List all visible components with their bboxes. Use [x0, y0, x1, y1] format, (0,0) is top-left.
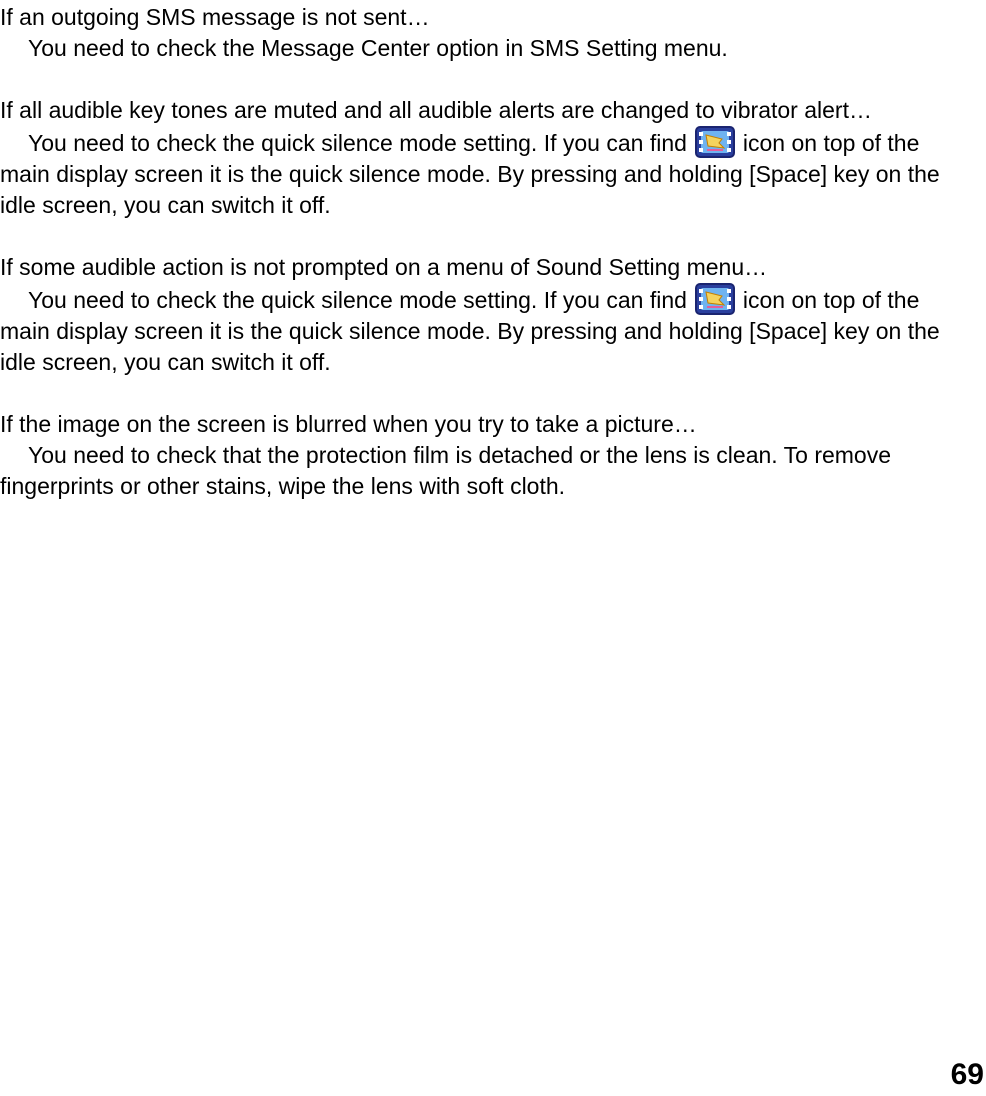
troubleshoot-item-sound-setting — [0, 252, 986, 378]
page-number: 69 — [950, 1058, 984, 1091]
question-text: If all audible key tones are muted and all audible alerts are changed to vibrator alert… — [0, 97, 872, 123]
answer-text-after-icon: icon on top of the main display screen it is the quick silence mode. By pressing and holding [Space] key on the idle screen, you can switch it off. — [0, 130, 940, 218]
quick-silence-icon — [695, 283, 735, 315]
answer-text — [0, 126, 960, 221]
answer-text: You need to check that the protection film is detached or the lens is clean. To remove fingerprints or other stains, wipe the lens with soft cloth. — [0, 442, 892, 499]
answer-text: You need to check the Message Center option in SMS Setting menu. — [28, 35, 728, 61]
troubleshoot-item-key-tones — [0, 95, 986, 221]
question-text: If an outgoing SMS message is not sent… — [0, 4, 430, 30]
answer-text-before-icon: You need to check the quick silence mode setting. If you can find — [28, 287, 687, 313]
troubleshoot-item-blurred-image — [0, 409, 986, 502]
answer-text-after-icon: icon on top of the main display screen it is the quick silence mode. By pressing and holding [Space] key on the idle screen, you can switch it off. — [0, 287, 940, 375]
answer-text — [0, 283, 960, 378]
quick-silence-icon — [695, 126, 735, 158]
answer-text-before-icon: You need to check the quick silence mode setting. If you can find — [28, 130, 687, 156]
question-text: If some audible action is not prompted on a menu of Sound Setting menu… — [0, 254, 768, 280]
troubleshoot-item-sms — [0, 2, 986, 64]
question-text: If the image on the screen is blurred when you try to take a picture… — [0, 411, 697, 437]
manual-page — [0, 0, 986, 533]
